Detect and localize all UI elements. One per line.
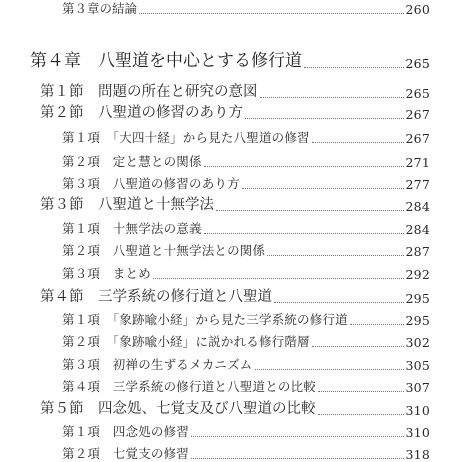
toc-entry-page: 260 — [405, 2, 430, 17]
dot-leader — [216, 210, 404, 211]
dot-leader — [318, 391, 404, 392]
toc-entry-label: 第２項 定と慧との関係 — [62, 154, 202, 169]
toc-entry-page: 267 — [405, 131, 430, 146]
toc-item-entry — [62, 310, 430, 328]
toc-entry-label: 第３章の結論 — [62, 1, 138, 16]
toc-item-entry — [62, 152, 430, 170]
dot-leader — [242, 188, 404, 189]
toc-entry-page: 310 — [405, 403, 430, 418]
toc-entry-label: 第１項 十無学法の意義 — [62, 221, 202, 236]
dot-leader — [260, 97, 404, 98]
toc-chapter-entry — [30, 46, 430, 71]
dot-leader — [139, 13, 404, 14]
toc-entry-page: 284 — [405, 222, 430, 237]
toc-entry-page: 307 — [405, 380, 430, 395]
dot-leader — [312, 142, 404, 143]
toc-entry-label: 第１節 問題の所在と研究の意図 — [40, 84, 258, 100]
toc-entry-label: 第４項 三学系統の修行道と八聖道との比較 — [62, 379, 317, 394]
dot-leader — [245, 118, 404, 119]
toc-entry-page: 292 — [405, 267, 430, 282]
toc-entry-page: 265 — [405, 56, 430, 71]
dot-leader — [274, 302, 404, 303]
toc-item-entry — [62, 332, 430, 350]
toc-section-entry — [40, 101, 430, 122]
toc-entry-label: 第３項 八聖道の修習のあり方 — [62, 176, 240, 191]
toc-entry-page: 271 — [405, 155, 430, 170]
dot-leader — [312, 346, 404, 347]
toc-item-entry — [62, 128, 430, 146]
toc-entry-label: 第３項 まとめ — [62, 266, 151, 281]
toc-entry-page: 284 — [405, 199, 430, 214]
toc-entry-label: 第４節 三学系統の修行道と八聖道 — [40, 289, 272, 305]
toc-entry-label: 第３節 八聖道と十無学法 — [40, 197, 214, 213]
toc-section-entry — [40, 80, 430, 101]
toc-entry-label: 第１項 「大四十経」から見た八聖道の修習 — [62, 130, 310, 145]
dot-leader — [304, 67, 404, 68]
toc-entry-label: 第１項 「象跡喩小経」から見た三学系統の修行道 — [62, 312, 348, 327]
toc-item-entry — [62, 241, 430, 259]
dot-leader — [204, 166, 404, 167]
toc-entry-label: 第２項 八聖道と十無学法との関係 — [62, 243, 266, 258]
toc-item-entry — [62, 444, 430, 462]
toc-item-entry — [62, 264, 430, 282]
dot-leader — [255, 369, 404, 370]
toc-entry-page: 318 — [405, 447, 430, 462]
toc-entry — [62, 0, 430, 17]
toc-item-entry — [62, 174, 430, 192]
toc-section-entry — [40, 397, 430, 418]
toc-item-entry — [62, 422, 430, 440]
toc-entry-page: 295 — [405, 313, 430, 328]
toc-entry-label: 第２節 八聖道の修習のあり方 — [40, 105, 243, 121]
dot-leader — [318, 414, 404, 415]
toc-entry-page: 302 — [405, 335, 430, 350]
toc-section-entry — [40, 285, 430, 306]
toc-entry-label: 第３項 初禅の生ずるメカニズム — [62, 357, 253, 372]
dot-leader — [153, 278, 404, 279]
toc-entry-page: 265 — [405, 86, 430, 101]
toc-entry-label: 第４章 八聖道を中心とする修行道 — [30, 51, 302, 71]
toc-entry-label: 第２項 「象跡喩小経」に説かれる修行階層 — [62, 334, 310, 349]
toc-item-entry — [62, 377, 430, 395]
dot-leader — [267, 255, 403, 256]
dot-leader — [204, 233, 404, 234]
toc-item-entry — [62, 355, 430, 373]
toc-entry-label: 第２項 七覚支の修習 — [62, 446, 190, 461]
dot-leader — [191, 458, 404, 459]
toc-entry-page: 287 — [405, 244, 430, 259]
toc-section-entry — [40, 193, 430, 214]
toc-entry-page: 277 — [405, 177, 430, 192]
toc-entry-label: 第１項 四念処の修習 — [62, 424, 190, 439]
toc-entry-page: 305 — [405, 358, 430, 373]
toc-entry-label: 第５節 四念処、七覚支及び八聖道の比較 — [40, 401, 316, 417]
toc-entry-page: 310 — [405, 425, 430, 440]
toc-item-entry — [62, 219, 430, 237]
dot-leader — [191, 436, 404, 437]
toc-entry-page: 267 — [405, 107, 430, 122]
dot-leader — [350, 324, 404, 325]
toc-entry-page: 295 — [405, 291, 430, 306]
